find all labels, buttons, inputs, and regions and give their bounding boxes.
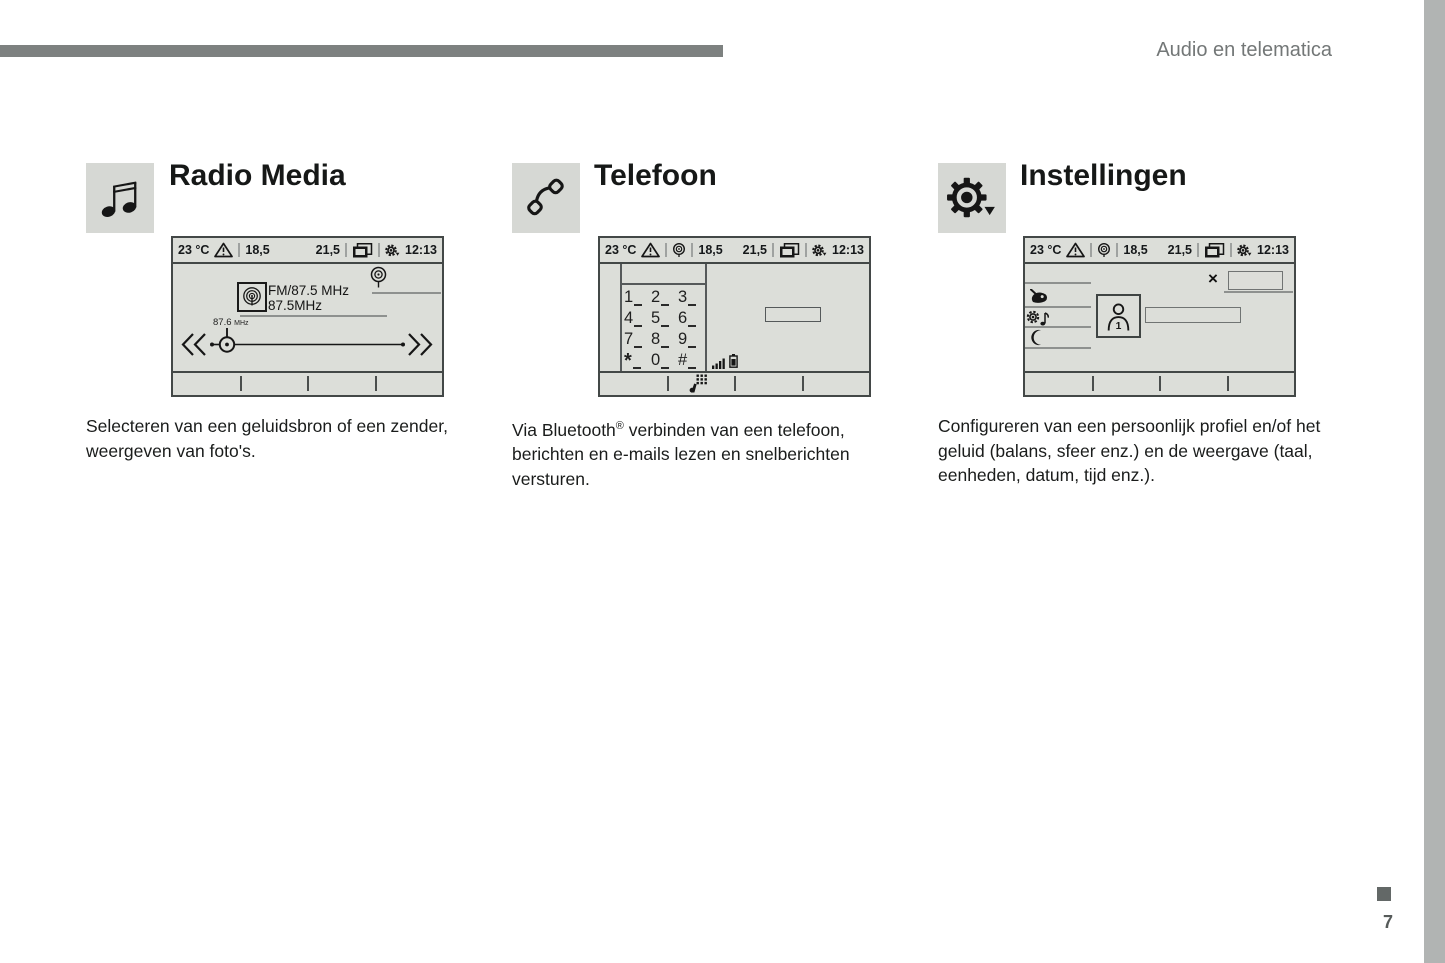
softkey-divider: [240, 376, 242, 391]
dial-keypad: [624, 288, 705, 372]
section-title-settings: Instellingen: [1020, 159, 1187, 192]
status-divider: [1116, 243, 1118, 257]
clock: 12:13: [1257, 243, 1289, 257]
page-number: 7: [1383, 912, 1394, 932]
keypad-row: [624, 351, 705, 372]
tuner-frequency-label: 87.6 MHz: [213, 317, 249, 328]
key-star: *: [624, 350, 632, 372]
phone-handset-icon: [524, 176, 568, 220]
outside-temp: 23 °C: [605, 243, 637, 257]
registered-mark: ®: [615, 420, 624, 432]
status-bar: [600, 238, 869, 264]
softkey-divider: [375, 376, 377, 391]
status-divider: [378, 243, 380, 257]
settings-screen: [1023, 236, 1296, 397]
keypad-row: [624, 288, 705, 309]
battery-icon: [729, 354, 738, 368]
keypad-row: [624, 309, 705, 330]
softkey-bar: [173, 371, 442, 395]
empty-field-box: [765, 307, 821, 322]
settings-gear-icon: [812, 244, 827, 257]
status-divider: [1090, 243, 1092, 257]
softkey-bar: [1025, 371, 1294, 395]
warning-icon: [1066, 242, 1085, 258]
temp-right: 21,5: [315, 243, 341, 257]
antenna-icon: [369, 266, 388, 288]
profile-button: [1096, 294, 1141, 338]
status-divider: [665, 243, 667, 257]
station-frequency: 87.5MHz: [268, 297, 323, 313]
softkey-divider: [1227, 376, 1229, 391]
page-edge-rail: [1424, 0, 1445, 963]
signal-strength-icon: [712, 358, 726, 369]
pages-icon: [352, 243, 373, 258]
keypad-row: [624, 330, 705, 351]
settings-icon-box: [938, 163, 1006, 233]
key-3: 3: [678, 288, 688, 306]
gear-dropdown-icon: [946, 176, 998, 221]
status-divider: [345, 243, 347, 257]
chapter-title: Audio en telematica: [1156, 39, 1332, 61]
softkey-divider: [307, 376, 309, 391]
phone-icon-box: [512, 163, 580, 233]
dialpad-press-icon: [688, 374, 708, 393]
key-4: 4: [624, 309, 634, 327]
settings-main-area: [1025, 264, 1294, 371]
phone-description: Via Bluetooth® verbinden van een telefoon, berichten en e-mails lezen en snelberichten versturen.: [512, 419, 850, 489]
section-title-phone: Telefoon: [594, 159, 717, 192]
outside-temp: 23 °C: [178, 243, 210, 257]
broadcast-icon: [1097, 243, 1111, 257]
pages-icon: [779, 243, 800, 258]
profile-person-icon: [1105, 302, 1132, 331]
station-band: FM/87.5 MHz: [268, 283, 350, 298]
keypad-panel-top-border: [620, 283, 706, 285]
antenna-menu-item: [369, 266, 388, 293]
pages-icon: [1204, 243, 1225, 258]
warning-icon: [641, 242, 660, 258]
phone-screen: [598, 236, 871, 397]
radio-main-area: [173, 264, 442, 371]
clock: 12:13: [405, 243, 437, 257]
softkey-bar: [600, 371, 869, 395]
settings-description: Configureren van een persoonlijk profiel en/of het geluid (balans, sfeer enz.) en de weergave (taal, eenheden, datum, tijd enz.).: [938, 416, 1321, 485]
menu-underline: [1224, 291, 1293, 293]
softkey-divider: [667, 376, 669, 391]
clock: 12:13: [832, 243, 864, 257]
softkey-divider: [734, 376, 736, 391]
key-7: 7: [624, 330, 634, 348]
menu-separator: [1025, 282, 1091, 284]
status-divider: [1230, 243, 1232, 257]
status-divider: [805, 243, 807, 257]
softkey-divider: [802, 376, 804, 391]
temp-left: 18,5: [245, 243, 270, 257]
phone-main-area: [600, 264, 869, 371]
key-6: 6: [678, 309, 688, 327]
key-hash: #: [678, 351, 688, 369]
radio-waves-icon: [241, 286, 263, 308]
key-1: 1: [624, 288, 634, 306]
radio-media-icon-box: [86, 163, 154, 233]
broadcast-icon: [672, 243, 686, 257]
key-0: 0: [651, 351, 661, 369]
section-title-radio: Radio Media: [169, 159, 346, 192]
keypad-panel-right-border: [705, 264, 707, 371]
chapter-marker-square: [1377, 887, 1391, 901]
close-label-box: [1228, 271, 1283, 290]
settings-gear-icon: [1237, 244, 1252, 257]
settings-gear-icon: [385, 244, 400, 257]
profile-number: 1: [1115, 320, 1122, 331]
status-divider: [772, 243, 774, 257]
close-icon: ×: [1208, 269, 1218, 288]
night-mode-moon-icon: [1029, 329, 1045, 346]
status-bar: [173, 238, 442, 264]
status-divider: [238, 243, 240, 257]
softkey-divider: [1159, 376, 1161, 391]
temp-left: 18,5: [1123, 243, 1148, 257]
warning-icon: [214, 242, 233, 258]
top-divider-bar: [0, 45, 723, 57]
temp-right: 21,5: [1167, 243, 1193, 257]
key-5: 5: [651, 309, 661, 327]
profile-name-field: [1145, 307, 1241, 323]
radio-description: Selecteren van een geluidsbron of een zender, weergeven van foto's.: [86, 416, 448, 461]
key-8: 8: [651, 330, 661, 348]
status-divider: [1197, 243, 1199, 257]
status-bar: [1025, 238, 1294, 264]
outside-temp: 23 °C: [1030, 243, 1062, 257]
music-notes-icon: [100, 177, 140, 219]
key-9: 9: [678, 330, 688, 348]
center-divider-line: [240, 315, 387, 317]
color-palette-icon: [1030, 289, 1048, 304]
current-source-button: [237, 282, 267, 312]
temp-right: 21,5: [742, 243, 768, 257]
key-2: 2: [651, 288, 661, 306]
menu-underline: [372, 292, 441, 294]
keypad-panel-left-border: [620, 264, 622, 371]
sound-settings-icon: [1026, 308, 1049, 327]
menu-separator: [1025, 347, 1091, 349]
radio-screen: [171, 236, 444, 397]
station-info: [268, 284, 349, 313]
temp-left: 18,5: [698, 243, 723, 257]
status-divider: [691, 243, 693, 257]
tuner-slider: [179, 330, 435, 360]
softkey-divider: [1092, 376, 1094, 391]
